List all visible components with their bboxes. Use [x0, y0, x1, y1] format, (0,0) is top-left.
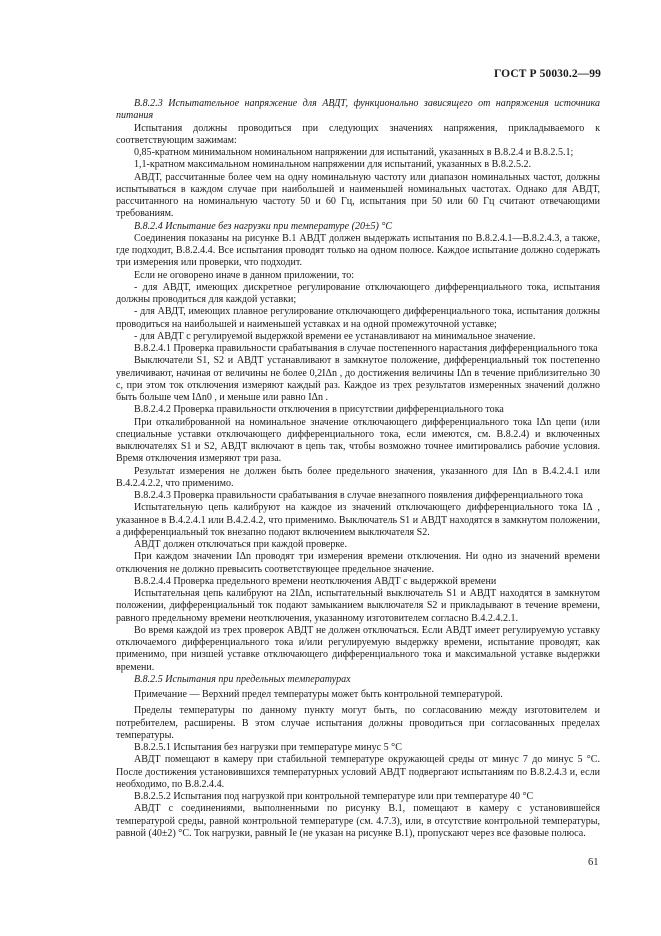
- note: Примечание — Верхний предел температуры может быть контрольной температурой.: [134, 689, 503, 700]
- paragraph: АВДТ помещают в камеру при стабильной температуре окружающей среды от минус 7 до минус 5 °С. После достижения установившихся температурных условий АВДТ подвергают испытаниям по В.8.2.4.3 и, если необходимо, по В.8.2.4.4.: [116, 754, 600, 790]
- paragraph: Выключатели S1, S2 и АВДТ устанавливают в замкнутое положение, дифференциальный ток постепенно увеличивают, начиная от величины не более 0,2IΔn , до достижения величины IΔn в течение приблизительно 30 с, при этом ток отключения измеряют каждый раз. Каждое из трех результатов измеренных значений должно быть больше чем IΔn0 , и меньше или равно IΔn .: [116, 355, 600, 403]
- paragraph: В.8.2.5.2 Испытания под нагрузкой при контрольной температуре или при температуре 40 °С: [134, 791, 534, 802]
- paragraph: При откалиброванной на номинальное значение отключающего дифференциального тока IΔn цепи (или специальные уставки отключающего дифференциального тока, если имеются, см. В.8.2.4) и включенных выключателях S1 и S2, АВДТ включают в цепь так, чтобы возможно точнее имитировались рабочие условия. Время отключения измеряют три раза.: [116, 416, 600, 465]
- paragraph: В.8.2.3 Испытательное напряжение для АВДТ, функционально зависящего от напряжения источника питания: [116, 98, 600, 122]
- paragraph: Результат измерения не должен быть более предельного значения, указанного для IΔn в В.4.2.4.1 или В.4.2.4.2.2, что применимо.: [116, 465, 600, 489]
- paragraph: Пределы температуры по данному пункту могут быть, по согласованию между изготовителем и потребителем, расширены. В этом случае испытания должны проводиться при согласованных пределах температуры.: [116, 705, 600, 741]
- paragraph: 1,1-кратном максимальном номинальном напряжении для испытаний, указанных в В.8.2.5.2.: [134, 159, 532, 171]
- list-item: - для АВДТ, имеющих плавное регулирование отключающего дифференциального тока, испытания должны проводиться на наибольшей и наименьшей уставках и на одной промежуточной уставке;: [116, 306, 600, 330]
- paragraph: В.8.2.5.1 Испытания без нагрузки при температуре минус 5 °С: [134, 742, 402, 753]
- paragraph: АВДТ должен отключаться при каждой проверке.: [134, 539, 348, 550]
- paragraph: АВДТ с соединениями, выполненными по рисунку В.1, помещают в камеру с установившейся температурой среды, равной контрольной температуре (см. 4.7.3), или, в отсутствие контрольной температуры, равной (40±2) °С. Ток нагрузки, равный Ie (не указан на рисунке В.1), пропускают через все фазовые полюса.: [116, 803, 600, 839]
- document-body: [116, 98, 600, 840]
- paragraph: При каждом значении IΔn проводят три измерения времени отключения. Ни одно из значений времени отключения не должно превысить соответствующее предельное значение.: [116, 551, 600, 575]
- paragraph: В.8.2.4.3 Проверка правильности срабатывания в случае внезапного появления дифференциального тока: [134, 490, 583, 501]
- paragraph: В.8.2.4.2 Проверка правильности отключения в присутствии дифференциального тока: [134, 404, 504, 416]
- paragraph: 0,85-кратном минимальном номинальном напряжении для испытаний, указанных в В.8.2.4 и В.8.2.5.1;: [134, 147, 574, 158]
- paragraph: Во время каждой из трех проверок АВДТ не должен отключаться. Если АВДТ имеет регулируемую уставку отключаемого дифференциального тока и/или регулируемую выдержку времени, испытание проводят, как применимо, при низшей уставке отключающего дифференциального тока и максимальной уставке выдержки времени.: [116, 624, 600, 673]
- section-heading: В.8.2.4 Испытание без нагрузки при температуре (20±5) °С: [134, 220, 393, 232]
- paragraph: Испытания должны проводиться при следующих значениях напряжения, прикладываемого к соответствующим зажимам:: [116, 122, 600, 146]
- paragraph: В.8.2.4.4 Проверка предельного времени неотключения АВДТ с выдержкой времени: [134, 575, 497, 587]
- page-number: 61: [588, 857, 599, 868]
- paragraph: Если не оговорено иначе в данном приложении, то:: [134, 269, 355, 281]
- paragraph: Испытательную цепь калибруют на каждое из значений отключающего дифференциального тока IΔ , указанное в В.4.2.4.1 или В.4.2.4.2, что применимо. Выключатель S1 и АВДТ находятся в замкнутом положении, а дифференциальный ток внезапно подают включением выключателя S2.: [116, 502, 600, 538]
- standard-header: ГОСТ Р 50030.2—99: [494, 68, 601, 80]
- paragraph: АВДТ, рассчитанные более чем на одну номинальную частоту или диапазон номинальных частот, должны испытываться в каждом случае при наибольшей и наименьшей номинальных частотах. Однако для АВДТ, рассчитанного на номинальную частоту 50 и 60 Гц, испытания при 50 или 60 Гц считают отвечающими требованиям.: [116, 171, 600, 220]
- list-item: - для АВДТ с регулируемой выдержкой времени ее устанавливают на минимальное значение.: [134, 330, 536, 342]
- list-item: - для АВДТ, имеющих дискретное регулирование отключающего дифференциального тока, испытания должны проводиться для каждой уставки;: [116, 281, 600, 305]
- paragraph: В.8.2.4.1 Проверка правильности срабатывания в случае постепенного нарастания дифференциального тока: [134, 343, 598, 354]
- paragraph: Испытательная цепь калибруют на 2IΔn, испытательный выключатель S1 и АВДТ находятся в замкнутом положении, дифференциальный ток подают замыканием выключателя S2 и прикладывают в течение времени, равного предельному времени неотключения, указанному изготовителем согласно В.4.2.4.2.1.: [116, 588, 600, 624]
- section-heading: В.8.2.5 Испытания при предельных температурах: [134, 673, 351, 685]
- paragraph: Соединения показаны на рисунке В.1 АВДТ должен выдержать испытания по В.8.2.4.1—В.8.2.4.3, а также, где подходит, В.8.2.4.4. Все испытания проводят только на одном полюсе. Каждое испытание должно содержать три измерения или проверки, что подходит.: [116, 232, 600, 269]
